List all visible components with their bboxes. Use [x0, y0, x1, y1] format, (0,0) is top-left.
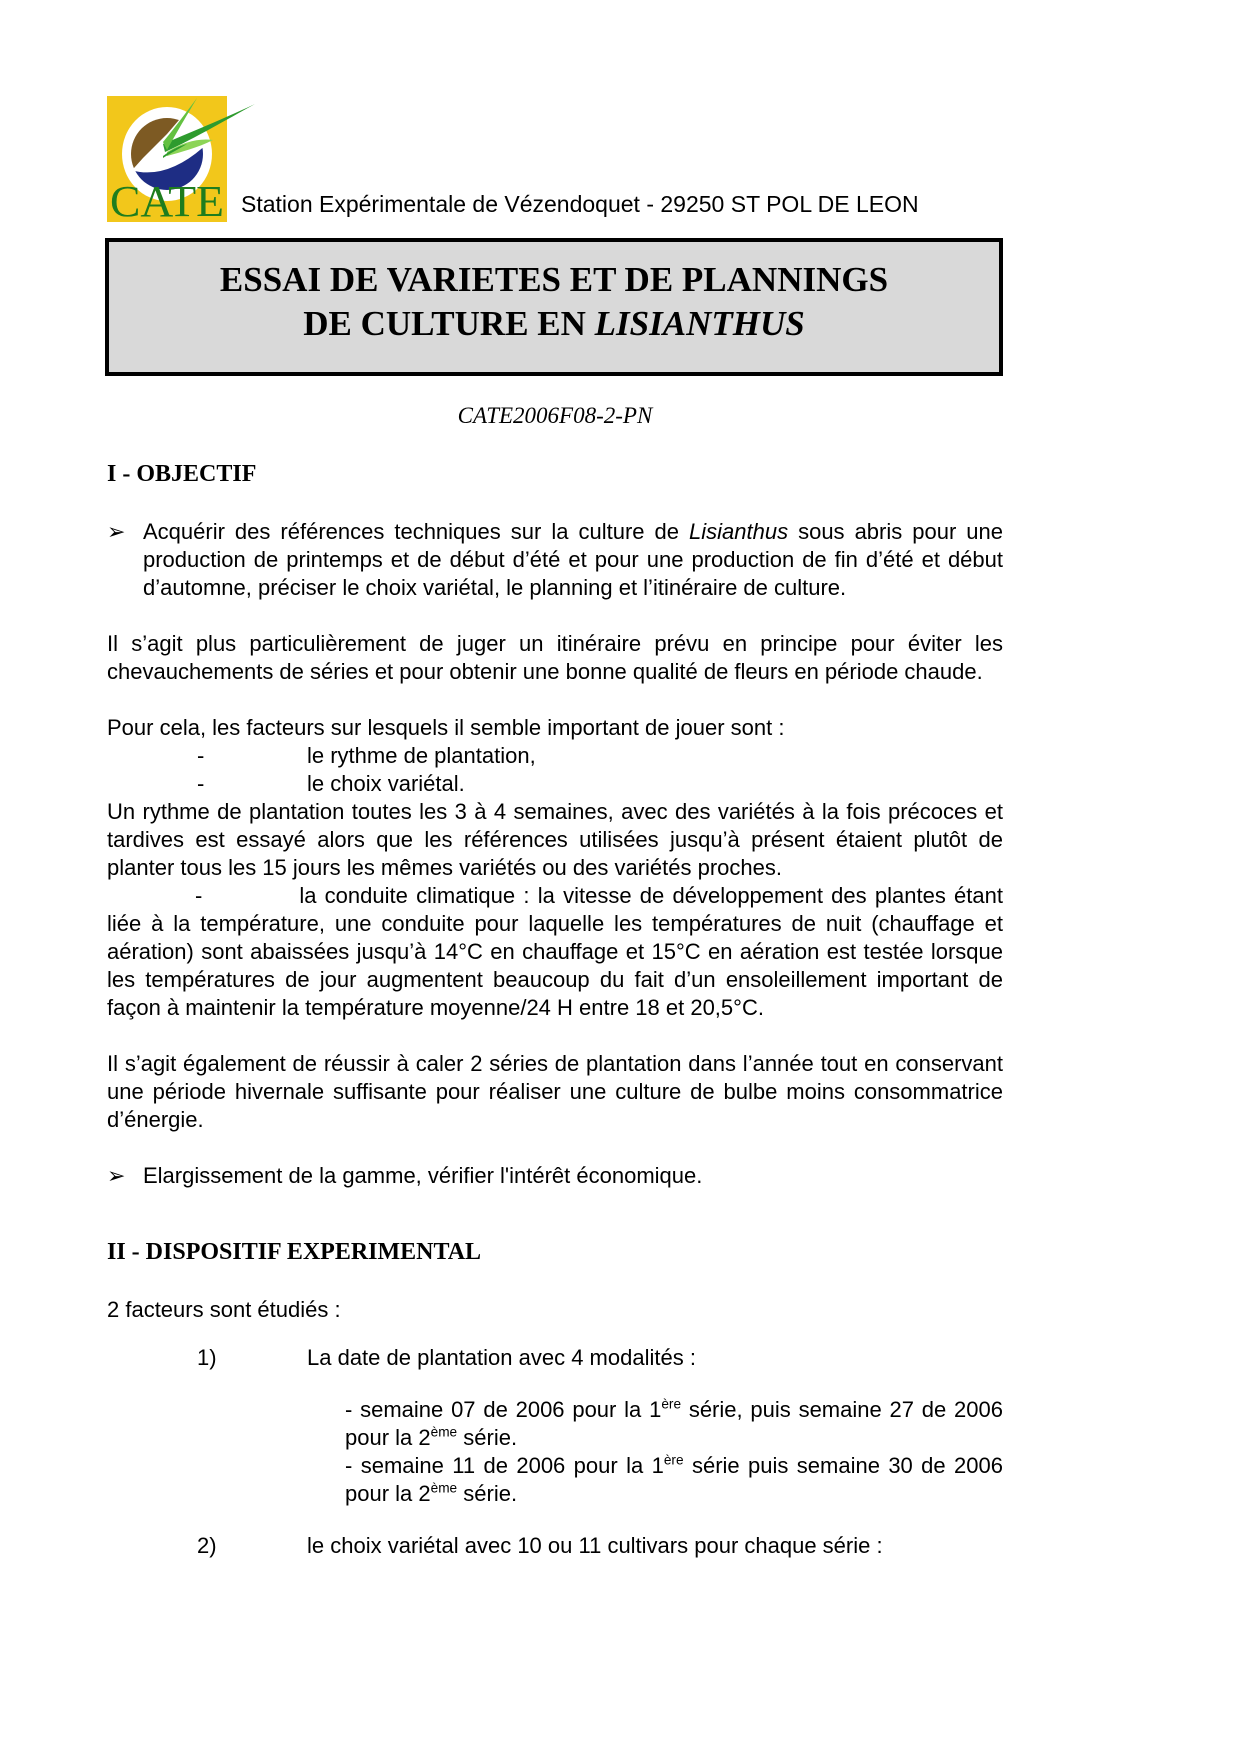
bullet1-italic: Lisianthus [689, 519, 789, 544]
sub1-run3: série. [457, 1425, 518, 1450]
numbered-item-1 [107, 1344, 1003, 1372]
sub2-sup1: ère [663, 1452, 684, 1468]
arrow-bullet-icon: ➢ [107, 1163, 126, 1188]
sub2-run3: série. [457, 1481, 518, 1506]
sub-item-semaine07 [345, 1396, 1010, 1452]
dash-item-choix [107, 770, 1003, 798]
title-line1: ESSAI DE VARIETES ET DE PLANNINGS [219, 260, 889, 299]
objective-bullet-1 [107, 518, 1010, 602]
sub2-run2: série puis semaine 30 de 2006 pour la 2 [345, 1453, 1010, 1506]
paragraph-series: Il s’agit également de réussir à caler 2 séries de plantation dans l’année tout en conservant une période hivernale suffisante pour réaliser une culture de bulbe moins consommatrice d’énergie. [107, 1051, 1003, 1132]
paragraph-itineraire: Il s’agit plus particulièrement de juger un itinéraire prévu en principe pour éviter les chevauchements de séries et pour obtenir une bonne qualité de fleurs en période chaude. [107, 631, 1003, 684]
logo-text: CATE [110, 177, 224, 226]
station-line: Station Expérimentale de Vézendoquet - 29250 ST POL DE LEON [241, 191, 919, 217]
dash-item-rythme [107, 742, 1003, 770]
arrow-bullet-icon: ➢ [107, 519, 126, 544]
cate-logo [107, 92, 229, 226]
item2-text: le choix variétal avec 10 ou 11 cultivars pour chaque série : [307, 1533, 883, 1558]
reference-code: CATE2006F08-2-PN [457, 403, 653, 428]
objective-bullet-2 [107, 1162, 1003, 1190]
dash-item-text: le rythme de plantation, [307, 743, 536, 768]
sub1-run2: série, puis semaine 27 de 2006 pour la 2 [345, 1397, 1010, 1450]
title-line2-italic: LISIANTHUS [594, 304, 805, 343]
item1-text: La date de plantation avec 4 modalités : [307, 1345, 696, 1370]
sub1-sup2: ème [430, 1424, 458, 1440]
section1-heading: I - OBJECTIF [107, 461, 257, 487]
bullet2-text: Elargissement de la gamme, vérifier l'intérêt économique. [143, 1163, 703, 1188]
bullet1-text-run1: Acquérir des références techniques sur la culture de [143, 519, 689, 544]
paragraph-intro-facteurs: 2 facteurs sont étudiés : [107, 1297, 341, 1322]
dash-marker: - [197, 743, 205, 768]
paragraph-conduite [107, 882, 1010, 1022]
sub2-sup2: ème [430, 1480, 458, 1496]
dash-marker: - [197, 771, 205, 796]
bullet1-text-run2: sous abris pour une production de printemps et de début d’été et pour une production de fin d’été et début d’automne, préciser le choix variétal, le planning et l’itinéraire de culture. [143, 519, 1010, 600]
item-number: 1) [197, 1345, 217, 1370]
title-line2 [119, 302, 989, 346]
sub2-run1: - semaine 11 de 2006 pour la 1 [345, 1453, 664, 1478]
sub1-run1: - semaine 07 de 2006 pour la 1 [345, 1397, 662, 1422]
title-line2-text: DE CULTURE EN [303, 304, 595, 343]
numbered-item-2 [107, 1532, 1003, 1560]
paragraph-rythme: Un rythme de plantation toutes les 3 à 4 semaines, avec des variétés à la fois précoces et tardives est essayé alors que les références utilisées jusqu’à présent étaient plutôt de planter tous les 15 jours les mêmes variétés ou des variétés proches. [107, 799, 1003, 880]
sub-item-semaine11 [345, 1452, 1010, 1508]
dash-item-text: le choix variétal. [307, 771, 465, 796]
dash-marker: - [195, 883, 203, 908]
sub1-sup1: ère [661, 1396, 682, 1412]
item-number: 2) [197, 1533, 217, 1558]
section2-heading: II - DISPOSITIF EXPERIMENTAL [107, 1239, 482, 1265]
header [107, 92, 1003, 226]
title-box [105, 238, 1003, 376]
sub-items-semaines [345, 1396, 1010, 1508]
paragraph-conduite-text: la conduite climatique : la vitesse de développement des plantes étant liée à la température, une conduite pour laquelle les températures de nuit (chauffage et aération) sont abaissées jusqu’à 14°C en chauffage et 15°C en aération est testée lorsque les températures de jour augmentent beaucoup du fait d’un ensoleillement important de façon à maintenir la température moyenne/24 H entre 18 et 20,5°C. [107, 883, 1010, 1020]
paragraph-facteurs: Pour cela, les facteurs sur lesquels il semble important de jouer sont : [107, 715, 785, 740]
tab-spacer [107, 902, 195, 903]
cate-logo-icon [107, 92, 257, 224]
tab-spacer [202, 902, 299, 903]
